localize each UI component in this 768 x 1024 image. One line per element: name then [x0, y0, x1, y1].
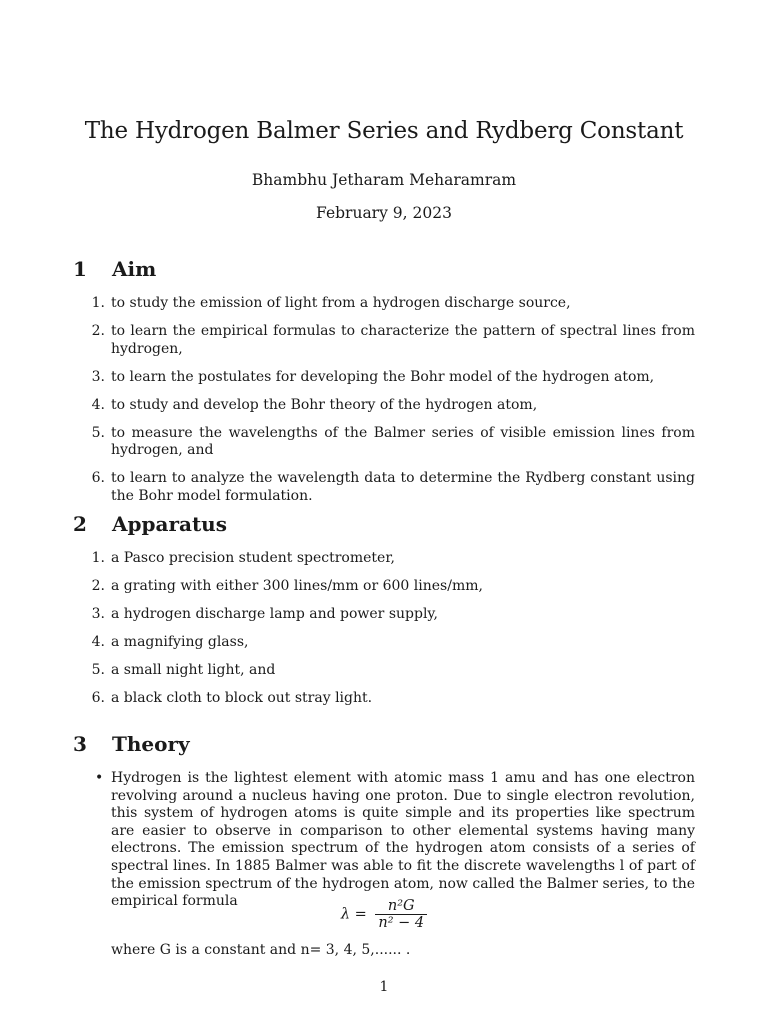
- list-item: [73, 295, 695, 313]
- list-item: [73, 690, 695, 708]
- list-item: [73, 606, 695, 624]
- formula-denominator: n² − 4: [378, 915, 425, 931]
- item-label: 6.: [91, 690, 105, 706]
- section-title: Apparatus: [112, 512, 227, 536]
- item-label: 3.: [91, 606, 105, 622]
- item-label: 3.: [91, 368, 105, 385]
- item-label: 6.: [91, 470, 105, 486]
- formula-lhs: λ =: [340, 906, 367, 923]
- list-item: [73, 634, 695, 652]
- theory-bullet-item: [73, 770, 695, 911]
- item-text: to study and develop the Bohr theory of the hydrogen atom,: [111, 396, 538, 413]
- formula-numerator: n²G: [375, 898, 427, 915]
- item-label: 2.: [91, 323, 105, 339]
- item-label: 4.: [91, 396, 105, 413]
- section-number: 2: [73, 512, 87, 536]
- list-item: [73, 397, 695, 415]
- page-number: 1: [379, 979, 389, 995]
- apparatus-list: [73, 550, 695, 718]
- list-item: [73, 323, 695, 358]
- item-label: 1.: [91, 295, 105, 311]
- item-label: 5.: [91, 662, 105, 678]
- item-label: 2.: [91, 578, 105, 594]
- item-text: a small night light, and: [111, 662, 276, 678]
- list-item: [73, 369, 695, 387]
- section-heading-aim: [73, 257, 156, 281]
- formula-fraction: [375, 898, 427, 931]
- aim-list: [73, 295, 695, 516]
- section-title: Aim: [112, 257, 157, 281]
- item-text: a hydrogen discharge lamp and power supply,: [111, 606, 438, 622]
- balmer-formula: [0, 898, 768, 931]
- section-title: Theory: [112, 732, 190, 756]
- item-text: to learn the postulates for developing the Bohr model of the hydrogen atom,: [111, 368, 655, 385]
- section-heading-theory: [73, 732, 190, 756]
- item-label: 5.: [91, 424, 105, 441]
- item-text: to learn to analyze the wavelength data to determine the Rydberg constant using the Bohr model formulation.: [111, 470, 695, 504]
- section-number: 1: [73, 257, 87, 281]
- section-number: 3: [73, 732, 87, 756]
- item-text: to learn the empirical formulas to characterize the pattern of spectral lines from hydrogen,: [111, 323, 695, 357]
- item-label: 4.: [91, 634, 105, 650]
- item-text: a black cloth to block out stray light.: [111, 690, 373, 706]
- paper-title: The Hydrogen Balmer Series and Rydberg Constant: [84, 118, 684, 144]
- list-item: [73, 662, 695, 680]
- theory-paragraph: Hydrogen is the lightest element with atomic mass 1 amu and has one electron revolving around a nucleus having one proton. Due to single electron revolution, this system of hydrogen atoms is quite simple and its properties like spectrum are easier to observe in comparison to other elemental systems having many electrons. The emission spectrum of the hydrogen atom consists of a series of spectral lines. In 1885 Balmer was able to fit the discrete wavelengths l of part of the emission spectrum of the hydrogen atom, now called the Balmer series, to the empirical formula: [111, 770, 695, 910]
- list-item: [73, 550, 695, 568]
- item-text: a Pasco precision student spectrometer,: [111, 550, 395, 566]
- author-name: Bhambhu Jetharam Meharamram: [251, 171, 517, 189]
- item-label: 1.: [91, 550, 105, 566]
- list-item: [73, 425, 695, 460]
- item-text: to study the emission of light from a hydrogen discharge source,: [111, 295, 571, 311]
- formula-explanation: where G is a constant and n= 3, 4, 5,...... .: [111, 942, 411, 958]
- list-item: [73, 470, 695, 505]
- paper-date: February 9, 2023: [316, 204, 452, 222]
- item-text: a magnifying glass,: [111, 634, 249, 650]
- bullet-marker: •: [95, 770, 104, 786]
- item-text: to measure the wavelengths of the Balmer series of visible emission lines from hydrogen, and: [111, 424, 695, 458]
- item-text: a grating with either 300 lines/mm or 600 lines/mm,: [111, 578, 483, 594]
- list-item: [73, 578, 695, 596]
- section-heading-apparatus: [73, 512, 227, 536]
